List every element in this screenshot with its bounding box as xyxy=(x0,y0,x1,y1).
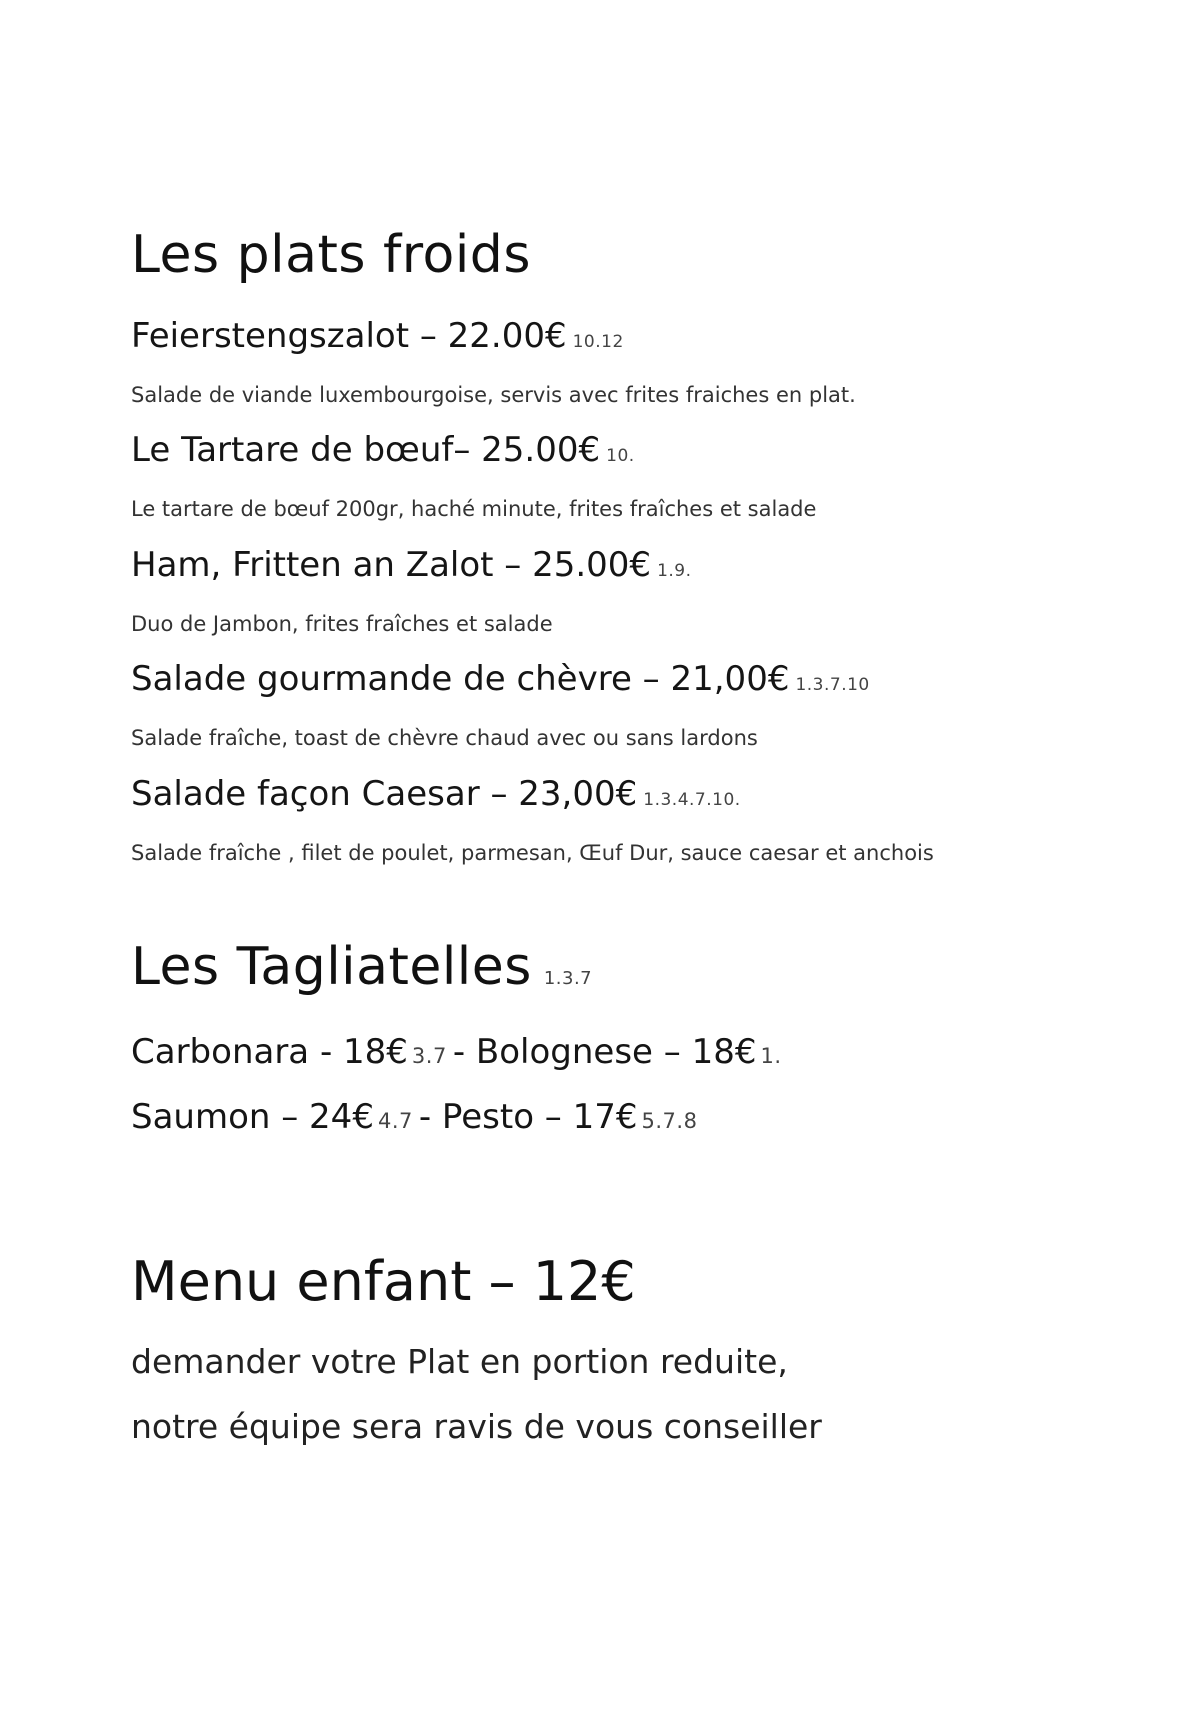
allergen-codes: 1.3.7 xyxy=(543,968,593,989)
allergen-codes: 5.7.8 xyxy=(641,1109,698,1133)
menu-item-description: Salade de viande luxembourgoise, servis avec frites fraiches en plat. xyxy=(131,383,856,407)
pasta-line xyxy=(131,1097,703,1137)
section-header-tagliatelles xyxy=(131,937,592,997)
menu-item-description: Le tartare de bœuf 200gr, haché minute, frites fraîches et salade xyxy=(131,497,817,521)
allergen-codes: 10.12 xyxy=(572,332,624,352)
menu-item-name-price xyxy=(131,545,692,585)
menu-item-name-price xyxy=(131,430,635,470)
menu-item-description: Salade fraîche , filet de poulet, parmesan, Œuf Dur, sauce caesar et anchois xyxy=(131,841,934,865)
menu-item-description: Salade fraîche, toast de chèvre chaud avec ou sans lardons xyxy=(131,726,758,750)
kids-menu-note: demander votre Plat en portion reduite, xyxy=(131,1342,788,1381)
menu-item-description: Duo de Jambon, frites fraîches et salade xyxy=(131,612,553,636)
item-name-price: Ham, Fritten an Zalot – 25.00€ xyxy=(131,545,652,585)
pasta-name-price: Saumon – 24€ xyxy=(131,1097,374,1137)
allergen-codes: 1.3.4.7.10. xyxy=(643,790,741,810)
allergen-codes: 1.9. xyxy=(657,561,692,581)
allergen-codes: 4.7 xyxy=(377,1109,413,1133)
allergen-codes: 10. xyxy=(606,446,635,466)
pasta-name-price: - Pesto – 17€ xyxy=(418,1097,638,1137)
item-name-price: Feierstengszalot – 22.00€ xyxy=(131,316,567,356)
kids-menu-note: notre équipe sera ravis de vous conseiller xyxy=(131,1407,822,1446)
item-name-price: Salade façon Caesar – 23,00€ xyxy=(131,774,638,814)
section-title-tagliatelles: Les Tagliatelles xyxy=(131,937,532,997)
section-title-kids-menu: Menu enfant – 12€ xyxy=(131,1250,636,1313)
menu-item-name-price xyxy=(131,774,741,814)
menu-item-name-price xyxy=(131,659,870,699)
section-title-cold-dishes: Les plats froids xyxy=(131,225,531,285)
allergen-codes: 1. xyxy=(760,1044,782,1068)
menu-item-name-price xyxy=(131,316,624,356)
item-name-price: Le Tartare de bœuf– 25.00€ xyxy=(131,430,601,470)
allergen-codes: 1.3.7.10 xyxy=(795,675,870,695)
pasta-name-price: Carbonara - 18€ xyxy=(131,1032,408,1072)
item-name-price: Salade gourmande de chèvre – 21,00€ xyxy=(131,659,790,699)
allergen-codes: 3.7 xyxy=(411,1044,447,1068)
pasta-name-price: - Bolognese – 18€ xyxy=(452,1032,757,1072)
pasta-line xyxy=(131,1032,788,1072)
